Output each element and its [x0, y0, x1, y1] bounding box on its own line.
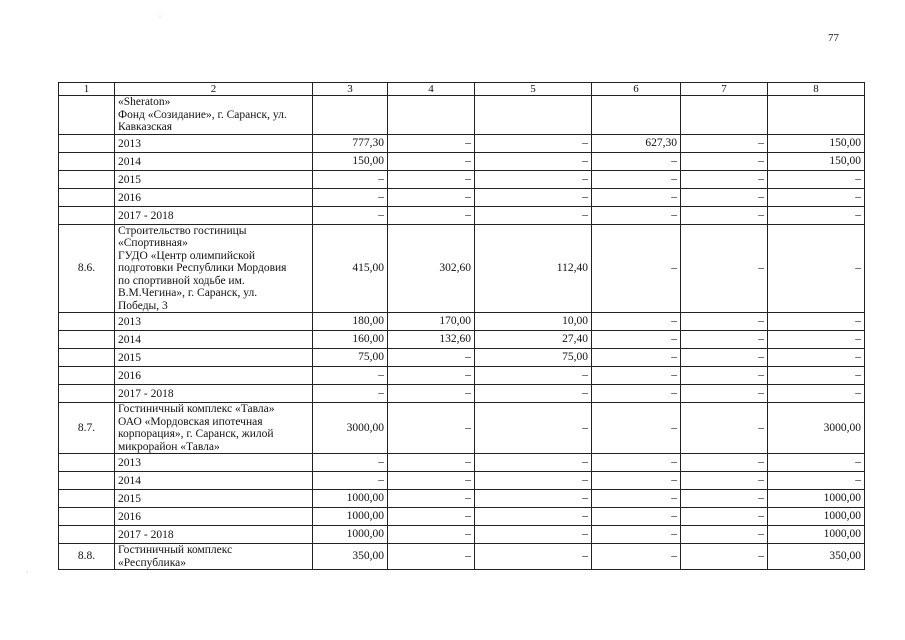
value-col-3: 160,00 [313, 331, 388, 349]
value-col-6: – [592, 367, 681, 385]
year-label: 2014 [115, 472, 313, 490]
value-col-8: – [768, 170, 865, 188]
value-col-6: – [592, 206, 681, 224]
value-col-8: 1000,00 [768, 490, 865, 508]
value-col-7: – [681, 152, 768, 170]
value-col-6: – [592, 472, 681, 490]
column-header-1: 1 [59, 83, 115, 96]
value-col-5: – [475, 454, 592, 472]
row-number-empty [59, 134, 115, 152]
value-col-8: – [768, 313, 865, 331]
value-col-7: – [681, 385, 768, 403]
value-col-7: – [681, 526, 768, 544]
section-number [59, 96, 115, 135]
summary-col-8: – [768, 224, 865, 313]
value-col-4: – [388, 206, 475, 224]
value-col-3: – [313, 454, 388, 472]
year-label: 2014 [115, 152, 313, 170]
value-col-5: 27,40 [475, 331, 592, 349]
year-label: 2016 [115, 508, 313, 526]
row-number-empty [59, 454, 115, 472]
year-row [59, 188, 865, 206]
summary-col-7: – [681, 224, 768, 313]
row-number-empty [59, 152, 115, 170]
value-col-4: – [388, 490, 475, 508]
value-col-5: – [475, 472, 592, 490]
value-col-5: – [475, 152, 592, 170]
value-col-6: – [592, 313, 681, 331]
value-col-7: – [681, 490, 768, 508]
value-col-4: 132,60 [388, 331, 475, 349]
summary-col-5 [475, 96, 592, 135]
value-col-6: – [592, 526, 681, 544]
year-label: 2017 - 2018 [115, 385, 313, 403]
value-col-7: – [681, 454, 768, 472]
value-col-3: 1000,00 [313, 526, 388, 544]
summary-col-3: 350,00 [313, 544, 388, 570]
section-row [59, 544, 865, 570]
year-row [59, 385, 865, 403]
value-col-6: – [592, 188, 681, 206]
row-number-empty [59, 385, 115, 403]
value-col-4: – [388, 170, 475, 188]
value-col-6: – [592, 454, 681, 472]
year-label: 2017 - 2018 [115, 526, 313, 544]
value-col-4: – [388, 152, 475, 170]
year-label: 2015 [115, 349, 313, 367]
value-col-8: – [768, 472, 865, 490]
value-col-5: – [475, 134, 592, 152]
summary-col-3: 3000,00 [313, 403, 388, 454]
year-label: 2013 [115, 313, 313, 331]
year-row [59, 134, 865, 152]
row-number-empty [59, 313, 115, 331]
value-col-5: – [475, 385, 592, 403]
value-col-8: – [768, 188, 865, 206]
section-title: Гостиничный комплекс «Тавла» ОАО «Мордовская ипотечная корпорация», г. Саранск, жилой микрорайон «Тавла» [115, 403, 313, 454]
section-number: 8.8. [59, 544, 115, 570]
value-col-4: – [388, 472, 475, 490]
row-number-empty [59, 331, 115, 349]
section-title: Строительство гостиницы «Спортивная» ГУДО «Центр олимпийской подготовки Республики Мордовия по спортивной ходьбе им. В.М.Чегина», г. Саранск, ул. Победы, 3 [115, 224, 313, 313]
page-number: 77 [828, 32, 839, 44]
value-col-5: 10,00 [475, 313, 592, 331]
value-col-8: – [768, 454, 865, 472]
value-col-6: 627,30 [592, 134, 681, 152]
year-label: 2013 [115, 134, 313, 152]
value-col-6: – [592, 170, 681, 188]
year-row [59, 313, 865, 331]
column-header-4: 4 [388, 83, 475, 96]
summary-col-5: – [475, 544, 592, 570]
value-col-8: 1000,00 [768, 526, 865, 544]
section-number: 8.7. [59, 403, 115, 454]
value-col-5: – [475, 170, 592, 188]
value-col-4: – [388, 134, 475, 152]
year-row [59, 349, 865, 367]
year-row [59, 454, 865, 472]
value-col-3: 1000,00 [313, 508, 388, 526]
summary-col-5: 112,40 [475, 224, 592, 313]
value-col-5: – [475, 490, 592, 508]
value-col-5: – [475, 206, 592, 224]
value-col-3: – [313, 385, 388, 403]
value-col-3: – [313, 206, 388, 224]
section-row [59, 403, 865, 454]
value-col-7: – [681, 188, 768, 206]
year-label: 2016 [115, 188, 313, 206]
value-col-3: 180,00 [313, 313, 388, 331]
summary-col-4: – [388, 544, 475, 570]
row-number-empty [59, 349, 115, 367]
value-col-7: – [681, 508, 768, 526]
value-col-4: – [388, 508, 475, 526]
year-row [59, 367, 865, 385]
year-row [59, 472, 865, 490]
summary-col-6 [592, 96, 681, 135]
column-header-7: 7 [681, 83, 768, 96]
value-col-7: – [681, 472, 768, 490]
column-header-row [59, 83, 865, 96]
row-number-empty [59, 508, 115, 526]
year-row [59, 490, 865, 508]
value-col-6: – [592, 152, 681, 170]
value-col-3: 150,00 [313, 152, 388, 170]
summary-col-8: 350,00 [768, 544, 865, 570]
value-col-8: – [768, 206, 865, 224]
year-label: 2015 [115, 170, 313, 188]
value-col-6: – [592, 331, 681, 349]
value-col-4: 170,00 [388, 313, 475, 331]
value-col-7: – [681, 331, 768, 349]
year-row [59, 526, 865, 544]
value-col-8: – [768, 385, 865, 403]
summary-col-8 [768, 96, 865, 135]
value-col-3: 75,00 [313, 349, 388, 367]
summary-col-6: – [592, 544, 681, 570]
table-body [59, 96, 865, 570]
summary-col-3: 415,00 [313, 224, 388, 313]
row-number-empty [59, 367, 115, 385]
value-col-7: – [681, 206, 768, 224]
value-col-5: – [475, 367, 592, 385]
row-number-empty [59, 472, 115, 490]
year-row [59, 331, 865, 349]
row-number-empty [59, 170, 115, 188]
value-col-3: – [313, 367, 388, 385]
value-col-8: – [768, 367, 865, 385]
value-col-6: – [592, 508, 681, 526]
value-col-5: – [475, 526, 592, 544]
row-number-empty [59, 206, 115, 224]
column-header-6: 6 [592, 83, 681, 96]
value-col-5: – [475, 508, 592, 526]
scan-speck: · [159, 14, 161, 20]
summary-col-6: – [592, 403, 681, 454]
value-col-8: 1000,00 [768, 508, 865, 526]
value-col-5: 75,00 [475, 349, 592, 367]
value-col-3: 1000,00 [313, 490, 388, 508]
section-title: Гостиничный комплекс «Республика» [115, 544, 313, 570]
year-label: 2015 [115, 490, 313, 508]
year-label: 2013 [115, 454, 313, 472]
year-row [59, 152, 865, 170]
value-col-5: – [475, 188, 592, 206]
summary-col-5: – [475, 403, 592, 454]
section-title: «Sheraton» Фонд «Созидание», г. Саранск, ул. Кавказская [115, 96, 313, 135]
row-number-empty [59, 526, 115, 544]
value-col-7: – [681, 349, 768, 367]
value-col-4: – [388, 385, 475, 403]
value-col-4: – [388, 188, 475, 206]
section-row [59, 224, 865, 313]
summary-col-4: 302,60 [388, 224, 475, 313]
summary-col-7: – [681, 544, 768, 570]
year-row [59, 508, 865, 526]
column-header-5: 5 [475, 83, 592, 96]
summary-col-7 [681, 96, 768, 135]
value-col-6: – [592, 385, 681, 403]
summary-col-3 [313, 96, 388, 135]
summary-col-4 [388, 96, 475, 135]
column-header-2: 2 [115, 83, 313, 96]
column-header-3: 3 [313, 83, 388, 96]
value-col-8: 150,00 [768, 152, 865, 170]
investment-table [58, 82, 865, 570]
section-number: 8.6. [59, 224, 115, 313]
value-col-3: – [313, 472, 388, 490]
value-col-7: – [681, 134, 768, 152]
value-col-6: – [592, 490, 681, 508]
value-col-4: – [388, 349, 475, 367]
row-number-empty [59, 188, 115, 206]
year-label: 2014 [115, 331, 313, 349]
value-col-3: – [313, 170, 388, 188]
value-col-8: 150,00 [768, 134, 865, 152]
summary-col-4: – [388, 403, 475, 454]
value-col-7: – [681, 367, 768, 385]
value-col-8: – [768, 349, 865, 367]
column-header-8: 8 [768, 83, 865, 96]
value-col-3: 777,30 [313, 134, 388, 152]
year-row [59, 206, 865, 224]
value-col-6: – [592, 349, 681, 367]
row-number-empty [59, 490, 115, 508]
year-row [59, 170, 865, 188]
year-label: 2017 - 2018 [115, 206, 313, 224]
scan-speck: · [26, 570, 28, 576]
value-col-7: – [681, 313, 768, 331]
value-col-4: – [388, 526, 475, 544]
value-col-8: – [768, 331, 865, 349]
year-label: 2016 [115, 367, 313, 385]
value-col-4: – [388, 454, 475, 472]
summary-col-8: 3000,00 [768, 403, 865, 454]
value-col-3: – [313, 188, 388, 206]
summary-col-7: – [681, 403, 768, 454]
section-row [59, 96, 865, 135]
value-col-7: – [681, 170, 768, 188]
value-col-4: – [388, 367, 475, 385]
summary-col-6: – [592, 224, 681, 313]
